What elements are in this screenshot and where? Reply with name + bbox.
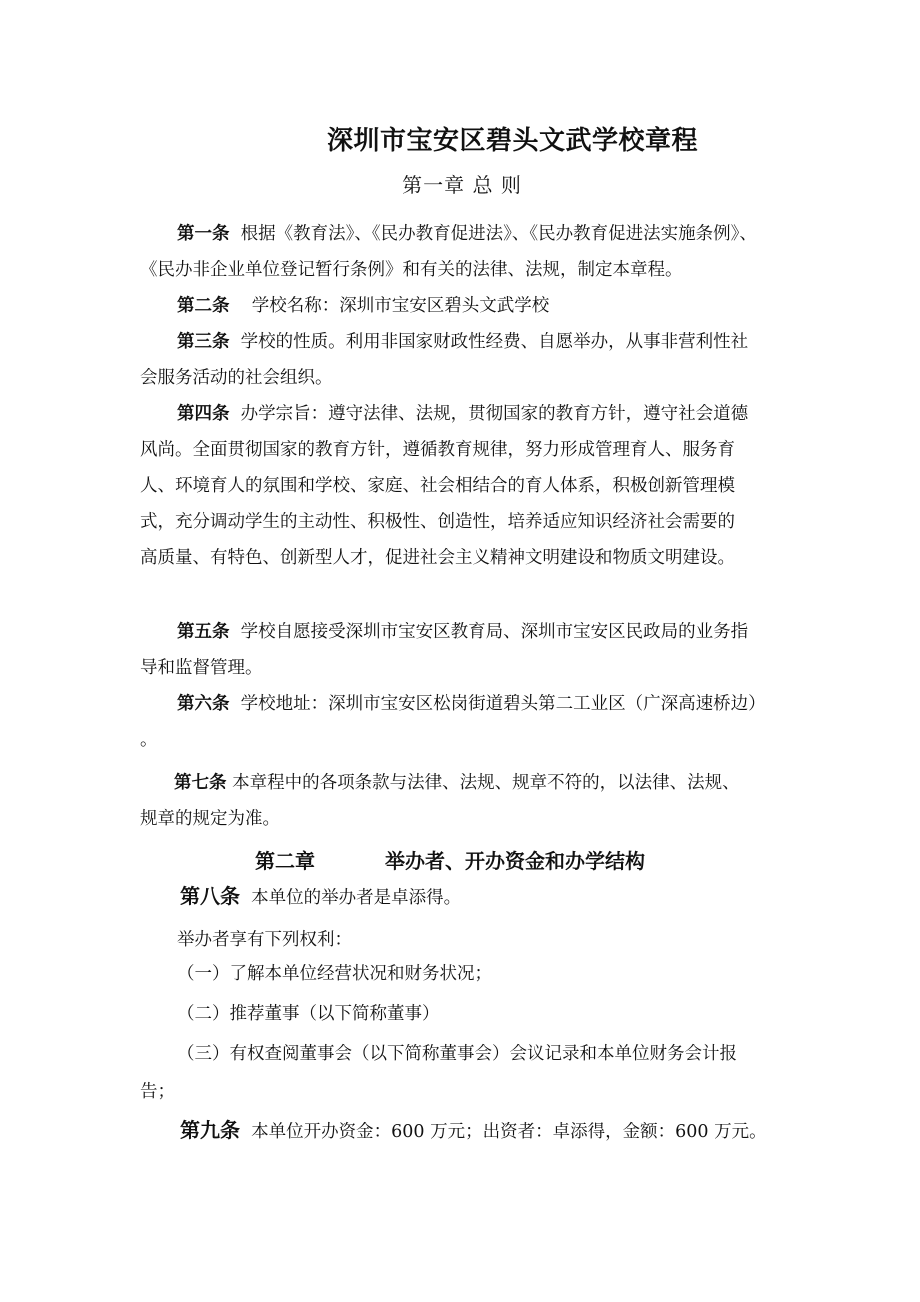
article-5-text: 学校自愿接受深圳市宝安区教育局、深圳市宝安区民政局的业务指 (240, 622, 749, 642)
article-8-right-3-line-2: 告； (140, 1082, 175, 1102)
article-8-right-1: （一）了解本单位经营状况和财务状况； (177, 964, 492, 984)
article-9-text: 本单位开办资金：600 万元；出资者：卓添得，金额：600 万元。 (251, 1122, 767, 1142)
chapter-2-name: 举办者、开办资金和办学结构 (385, 849, 645, 873)
article-8-rights-intro: 举办者享有下列权利： (177, 930, 352, 950)
article-6-line-1 (177, 692, 766, 716)
article-8-text: 本单位的举办者是卓添得。 (251, 888, 462, 908)
article-5-line-2: 导和监督管理。 (140, 658, 263, 678)
article-2-text: 学校名称：深圳市宝安区碧头文武学校 (251, 296, 550, 316)
article-4-text: 办学宗旨：遵守法律、法规，贯彻国家的教育方针，遵守社会道德 (240, 404, 749, 424)
article-3-label: 第三条 (177, 332, 230, 352)
article-3-line-1 (177, 330, 748, 354)
article-5-line-1 (177, 620, 748, 644)
article-3-text: 学校的性质。利用非国家财政性经费、自愿举办，从事非营利性社 (240, 332, 749, 352)
article-6-line-2: 。 (140, 730, 158, 750)
article-7-label: 第七条 (174, 773, 227, 793)
article-1-line-2: 《民办非企业单位登记暂行条例》和有关的法律、法规，制定本章程。 (140, 260, 683, 280)
article-9 (180, 1118, 767, 1144)
article-1-text: 根据《教育法》、《民办教育促进法》、《民办教育促进法实施条例》、 (240, 224, 757, 244)
article-9-label: 第九条 (180, 1118, 240, 1142)
article-1-label: 第一条 (177, 224, 230, 244)
article-8-right-2: （二）推荐董事（以下简称董事） (177, 1004, 440, 1024)
chapter-2-number: 第二章 (255, 849, 315, 873)
document-title: 深圳市宝安区碧头文武学校章程 (326, 126, 698, 156)
article-5-label: 第五条 (177, 622, 230, 642)
article-8-right-3-line-1: （三）有权查阅董事会（以下简称董事会）会议记录和本单位财务会计报 (177, 1044, 737, 1064)
article-7-line-1 (174, 771, 740, 795)
article-1-line-1 (177, 222, 757, 246)
article-4-line-5: 高质量、有特色、创新型人才，促进社会主义精神文明建设和物质文明建设。 (140, 548, 735, 568)
article-4-line-1 (177, 402, 748, 426)
article-4-line-4: 式，充分调动学生的主动性、积极性、创造性，培养适应知识经济社会需要的 (140, 512, 735, 532)
article-3-line-2: 会服务活动的社会组织。 (140, 368, 333, 388)
article-2-label: 第二条 (177, 296, 230, 316)
article-7-line-2: 规章的规定为准。 (140, 809, 280, 829)
chapter-1-heading: 第一章 总 则 (402, 173, 522, 197)
article-4-line-2: 风尚。全面贯彻国家的教育方针，遵循教育规律，努力形成管理育人、服务育 (140, 440, 735, 460)
article-4-line-3: 人、环境育人的氛围和学校、家庭、社会相结合的育人体系，积极创新管理模 (140, 476, 735, 496)
article-4-label: 第四条 (177, 404, 230, 424)
article-6-label: 第六条 (177, 694, 230, 714)
article-6-text: 学校地址：深圳市宝安区松岗街道碧头第二工业区（广深高速桥边） (240, 694, 766, 714)
article-7-text: 本章程中的各项条款与法律、法规、规章不符的，以法律、法规、 (232, 773, 740, 793)
article-8-label: 第八条 (180, 884, 240, 908)
article-8-line-1 (180, 884, 461, 910)
article-2 (177, 294, 549, 318)
